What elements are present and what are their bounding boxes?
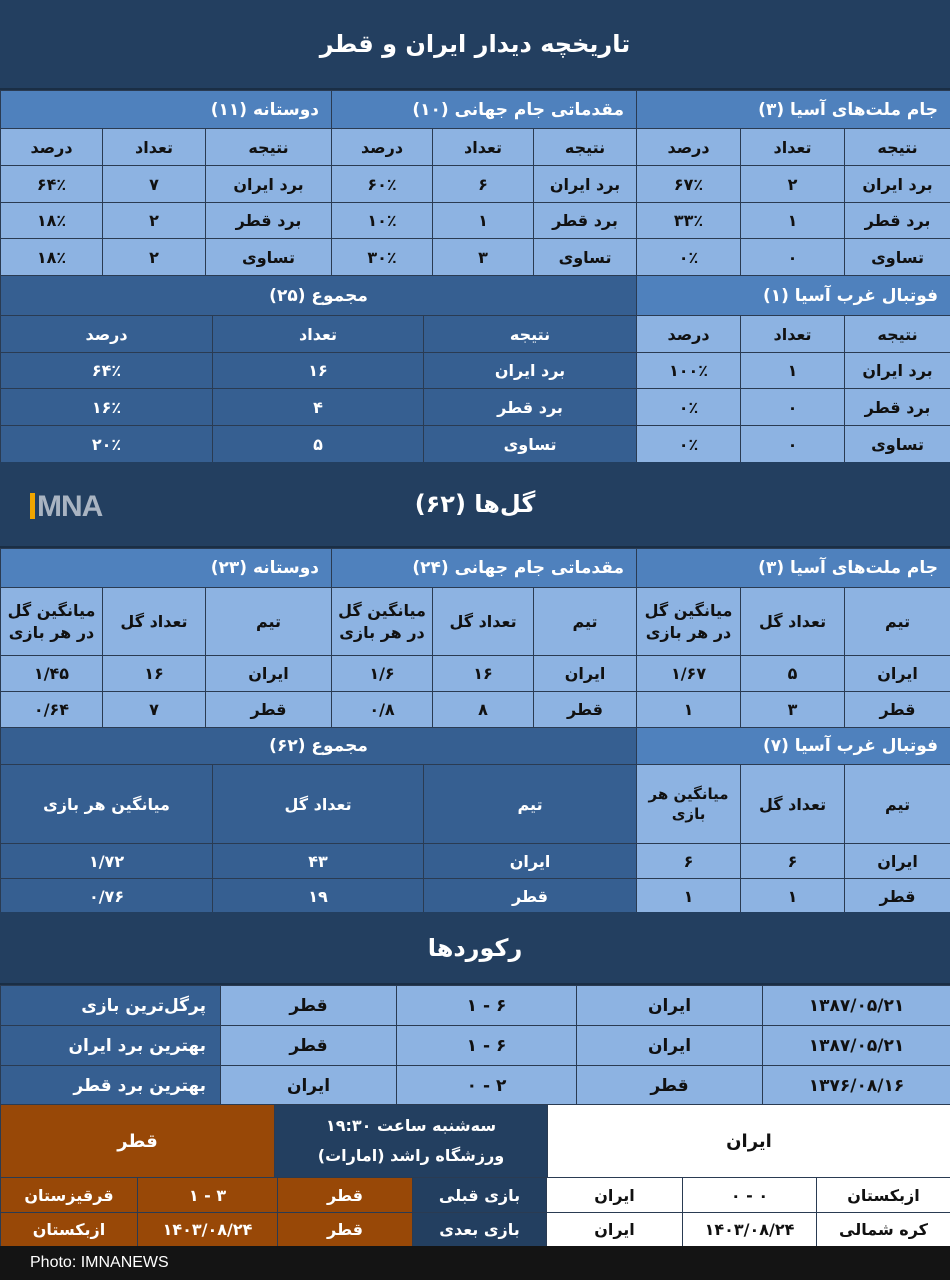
goals-title-band	[0, 462, 950, 548]
cell-percent: ۳۳٪	[637, 203, 741, 239]
col-header-result: نتیجه	[845, 129, 950, 166]
col-header-team: تیم	[534, 588, 637, 656]
table-row	[1, 1026, 950, 1066]
next-match-row	[1, 1213, 950, 1247]
table-row	[637, 166, 950, 203]
cell-avg: ۱/۶	[332, 656, 433, 692]
cell-score: ۳ - ۱	[138, 1178, 278, 1213]
col-header-percent: درصد	[637, 129, 741, 166]
cell-goals: ۵	[741, 656, 845, 692]
cell-avg: ۱	[637, 879, 741, 914]
cell-percent: ۶۰٪	[332, 166, 433, 203]
col-header-team: تیم	[424, 765, 637, 844]
col-header-goals: تعداد گل	[741, 765, 845, 844]
cell-count: ۲	[741, 166, 845, 203]
cell-team: ایران	[547, 1213, 683, 1247]
col-header-result: نتیجه	[424, 316, 637, 353]
table-row	[1, 166, 332, 203]
table-row	[1, 239, 332, 276]
cell-record-label: پرگل‌ترین بازی	[1, 986, 221, 1026]
cell-team: ایران	[206, 656, 332, 692]
cell-goals: ۱۹	[213, 879, 424, 914]
cell-team: ایران	[845, 656, 950, 692]
cell-goals: ۷	[103, 692, 206, 728]
cell-avg: ۱	[637, 692, 741, 728]
cell-count: ۲	[103, 239, 206, 276]
cell-result: تساوی	[206, 239, 332, 276]
cell-percent: ۶۴٪	[1, 166, 103, 203]
cell-date: ۱۳۸۷/۰۵/۲۱	[763, 986, 950, 1026]
cell-match-label: بازی قبلی	[413, 1178, 547, 1213]
photo-credit: Photo: IMNANEWS	[0, 1246, 950, 1280]
col-header-goals: تعداد گل	[433, 588, 534, 656]
col-header-count: تعداد	[741, 129, 845, 166]
table-row	[637, 844, 950, 879]
goals-asian-cup-table	[636, 548, 950, 728]
cell-result: برد قطر	[845, 203, 950, 239]
table-row	[1, 844, 637, 879]
cell-result: برد قطر	[534, 203, 637, 239]
match-time: سه‌شنبه ساعت ۱۹:۳۰	[325, 1115, 497, 1135]
cell-opponent: ازبکستان	[817, 1178, 950, 1213]
imna-logo	[30, 490, 102, 524]
page-title-band	[0, 0, 950, 90]
col-header-percent: درصد	[637, 316, 741, 353]
cell-goals: ۱	[741, 879, 845, 914]
cell-team: قطر	[424, 879, 637, 914]
table-title: دوستانه (۲۳)	[1, 549, 332, 588]
page-title: تاریخچه دیدار ایران و قطر	[319, 30, 631, 58]
table-row	[637, 203, 950, 239]
cell-percent: ۰٪	[637, 426, 741, 463]
cell-avg: ۱/۷۲	[1, 844, 213, 879]
records-title: رکوردها	[427, 933, 523, 962]
table-row	[332, 692, 637, 728]
cell-home-team: قطر	[577, 1066, 763, 1106]
table-title: مقدماتی جام جهانی (۲۴)	[332, 549, 637, 588]
table-row	[332, 166, 637, 203]
goals-total-table	[0, 727, 637, 914]
cell-team: قطر	[845, 692, 950, 728]
cell-match-label: بازی بعدی	[413, 1213, 547, 1247]
col-header-goals: تعداد گل	[103, 588, 206, 656]
match-venue: ورزشگاه راشد (امارات)	[317, 1146, 505, 1165]
cell-result: برد قطر	[206, 203, 332, 239]
cell-count: ۲	[103, 203, 206, 239]
cell-result: تساوی	[845, 426, 950, 463]
cell-date: ۱۳۸۷/۰۵/۲۱	[763, 1026, 950, 1066]
table-title: جام ملت‌های آسیا (۳)	[637, 91, 950, 129]
table-row	[637, 389, 950, 426]
cell-result: تساوی	[424, 426, 637, 463]
col-header-goals: تعداد گل	[213, 765, 424, 844]
cell-count: ۰	[741, 426, 845, 463]
cell-home-team: ایران	[577, 1026, 763, 1066]
cell-score: ۰ - ۰	[683, 1178, 817, 1213]
goals-wc-qualifiers-table	[331, 548, 637, 728]
cell-team: قطر	[278, 1178, 413, 1213]
match-info-table	[0, 1104, 950, 1178]
results-friendly-table	[0, 90, 332, 276]
cell-percent: ۱۰٪	[332, 203, 433, 239]
cell-result: برد ایران	[206, 166, 332, 203]
col-header-result: نتیجه	[534, 129, 637, 166]
cell-count: ۰	[741, 389, 845, 426]
cell-avg: ۶	[637, 844, 741, 879]
cell-team: ایران	[845, 844, 950, 879]
cell-team: قطر	[278, 1213, 413, 1247]
cell-count: ۱	[741, 203, 845, 239]
table-row	[332, 656, 637, 692]
cell-percent: ۳۰٪	[332, 239, 433, 276]
cell-avg: ۱/۴۵	[1, 656, 103, 692]
cell-team: قطر	[206, 692, 332, 728]
cell-percent: ۶۷٪	[637, 166, 741, 203]
table-row	[637, 656, 950, 692]
results-west-asia-table	[636, 275, 950, 463]
cell-count: ۰	[741, 239, 845, 276]
table-row	[637, 426, 950, 463]
table-row	[1, 879, 637, 914]
results-wc-qualifiers-table	[331, 90, 637, 276]
cell-percent: ۰٪	[637, 239, 741, 276]
cell-goals: ۱۶	[433, 656, 534, 692]
cell-count: ۳	[433, 239, 534, 276]
cell-count: ۷	[103, 166, 206, 203]
cell-score: ۶ - ۱	[397, 1026, 577, 1066]
col-header-avg: میانگین هر بازی	[1, 765, 213, 844]
team-right-name: ایران	[548, 1105, 950, 1178]
cell-result: برد قطر	[424, 389, 637, 426]
col-header-count: تعداد	[103, 129, 206, 166]
col-header-percent: درصد	[332, 129, 433, 166]
col-header-avg: میانگین هر بازی	[637, 765, 741, 844]
cell-away-team: قطر	[221, 986, 397, 1026]
cell-record-label: بهترین برد قطر	[1, 1066, 221, 1106]
cell-home-team: ایران	[577, 986, 763, 1026]
table-row	[1, 389, 637, 426]
previous-match-row	[1, 1178, 950, 1213]
cell-result: برد ایران	[534, 166, 637, 203]
cell-result: برد ایران	[845, 353, 950, 389]
cell-team: قطر	[845, 879, 950, 914]
col-header-count: تعداد	[213, 316, 424, 353]
table-row	[1, 986, 950, 1026]
cell-team: ایران	[534, 656, 637, 692]
col-header-team: تیم	[845, 765, 950, 844]
table-row	[1, 692, 332, 728]
table-row	[637, 239, 950, 276]
col-header-result: نتیجه	[206, 129, 332, 166]
cell-count: ۱	[741, 353, 845, 389]
cell-count: ۵	[213, 426, 424, 463]
cell-opponent: ازبکستان	[1, 1213, 138, 1247]
table-row	[1, 1066, 950, 1106]
table-row	[637, 692, 950, 728]
cell-score: ۲ - ۰	[397, 1066, 577, 1106]
cell-opponent: قرقیزستان	[1, 1178, 138, 1213]
cell-score: ۶ - ۱	[397, 986, 577, 1026]
cell-team: ایران	[547, 1178, 683, 1213]
table-title: دوستانه (۱۱)	[1, 91, 332, 129]
cell-percent: ۰٪	[637, 389, 741, 426]
table-title: مجموع (۶۲)	[1, 728, 637, 765]
cell-count: ۱	[433, 203, 534, 239]
col-header-avg: میانگین گل در هر بازی	[1, 588, 103, 656]
table-row	[1, 656, 332, 692]
cell-goals: ۸	[433, 692, 534, 728]
table-title: جام ملت‌های آسیا (۳)	[637, 549, 950, 588]
cell-result: برد ایران	[424, 353, 637, 389]
results-total-table	[0, 275, 637, 463]
logo-text: MNA	[37, 490, 103, 523]
table-row	[332, 239, 637, 276]
logo-accent-bar	[30, 493, 35, 519]
col-header-count: تعداد	[741, 316, 845, 353]
col-header-percent: درصد	[1, 316, 213, 353]
records-title-band	[0, 912, 950, 985]
cell-result: برد قطر	[845, 389, 950, 426]
cell-goals: ۱۶	[103, 656, 206, 692]
results-asian-cup-table	[636, 90, 950, 276]
cell-avg: ۰/۸	[332, 692, 433, 728]
cell-percent: ۱۸٪	[1, 203, 103, 239]
cell-percent: ۶۴٪	[1, 353, 213, 389]
cell-percent: ۱۸٪	[1, 239, 103, 276]
goals-friendly-table	[0, 548, 332, 728]
col-header-result: نتیجه	[845, 316, 950, 353]
cell-result: تساوی	[845, 239, 950, 276]
table-row	[1, 203, 332, 239]
team-left-name: قطر	[1, 1105, 275, 1178]
cell-avg: ۰/۶۴	[1, 692, 103, 728]
table-title: مجموع (۲۵)	[1, 276, 637, 316]
col-header-team: تیم	[206, 588, 332, 656]
col-header-count: تعداد	[433, 129, 534, 166]
table-title: فوتبال غرب آسیا (۷)	[637, 728, 950, 765]
col-header-avg: میانگین گل در هر بازی	[637, 588, 741, 656]
table-row	[637, 879, 950, 914]
cell-percent: ۱۶٪	[1, 389, 213, 426]
col-header-goals: تعداد گل	[741, 588, 845, 656]
cell-record-label: بهترین برد ایران	[1, 1026, 221, 1066]
cell-date: ۱۳۷۶/۰۸/۱۶	[763, 1066, 950, 1106]
cell-count: ۴	[213, 389, 424, 426]
col-header-team: تیم	[845, 588, 950, 656]
cell-count: ۱۶	[213, 353, 424, 389]
cell-avg: ۰/۷۶	[1, 879, 213, 914]
cell-result: برد ایران	[845, 166, 950, 203]
cell-goals: ۴۳	[213, 844, 424, 879]
table-row	[332, 203, 637, 239]
cell-opponent: کره شمالی	[817, 1213, 950, 1247]
col-header-percent: درصد	[1, 129, 103, 166]
cell-team: ایران	[424, 844, 637, 879]
cell-result: تساوی	[534, 239, 637, 276]
cell-count: ۶	[433, 166, 534, 203]
cell-percent: ۱۰۰٪	[637, 353, 741, 389]
table-row	[637, 353, 950, 389]
cell-goals: ۳	[741, 692, 845, 728]
cell-avg: ۱/۶۷	[637, 656, 741, 692]
cell-percent: ۲۰٪	[1, 426, 213, 463]
cell-goals: ۶	[741, 844, 845, 879]
match-history-table	[0, 1177, 950, 1247]
goals-title: گل‌ها (۶۲)	[414, 490, 536, 518]
col-header-avg: میانگین گل در هر بازی	[332, 588, 433, 656]
cell-team: قطر	[534, 692, 637, 728]
table-title: مقدماتی جام جهانی (۱۰)	[332, 91, 637, 129]
records-table	[0, 985, 950, 1106]
table-title: فوتبال غرب آسیا (۱)	[637, 276, 950, 316]
table-row	[1, 426, 637, 463]
cell-away-team: قطر	[221, 1026, 397, 1066]
cell-away-team: ایران	[221, 1066, 397, 1106]
cell-date: ۱۴۰۳/۰۸/۲۴	[683, 1213, 817, 1247]
match-time-venue	[275, 1105, 548, 1178]
table-row	[1, 353, 637, 389]
cell-date: ۱۴۰۳/۰۸/۲۴	[138, 1213, 278, 1247]
goals-west-asia-table	[636, 727, 950, 914]
